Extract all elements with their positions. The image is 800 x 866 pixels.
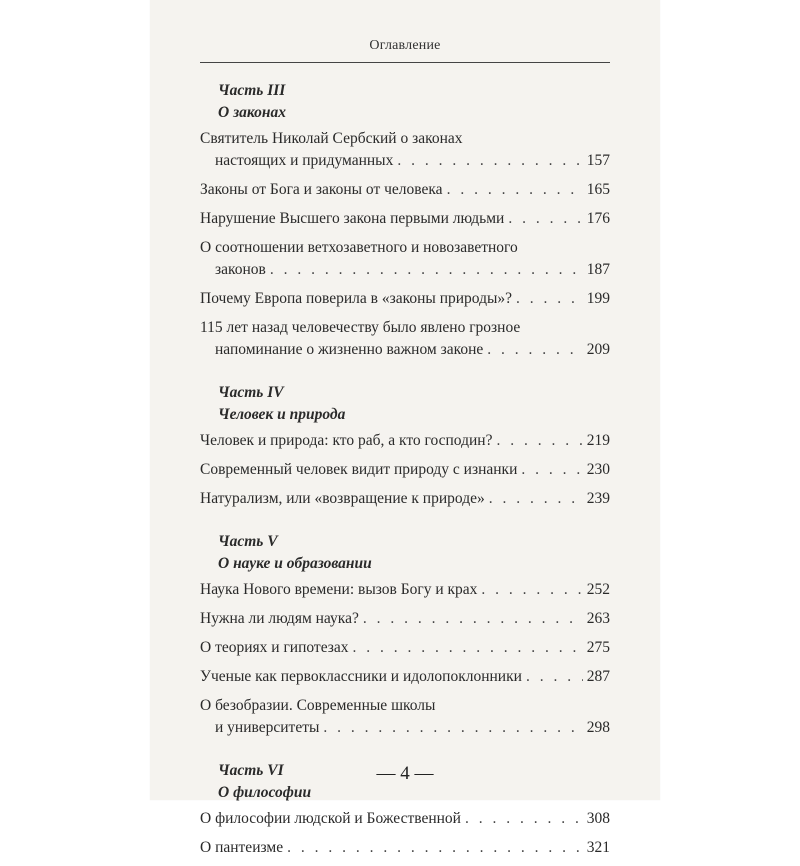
toc-entry-row (200, 637, 610, 659)
toc-entry[interactable] (200, 579, 610, 601)
part-heading (200, 382, 610, 426)
toc-entry-title: Человек и природа: кто раб, а кто господин? (200, 432, 493, 449)
page-number: — 4 — (376, 763, 434, 784)
part-heading (200, 80, 610, 124)
toc-entry[interactable] (200, 837, 610, 859)
toc-page-number: 252 (586, 581, 610, 598)
toc-page-number: 219 (586, 432, 610, 449)
toc-entry[interactable] (200, 637, 610, 659)
toc-entry-row (200, 150, 610, 172)
toc-entry-row (200, 717, 610, 739)
dot-leader (526, 666, 583, 688)
toc-entry-title: законов (215, 261, 266, 278)
toc-entry-title: О философии людской и Божественной (200, 810, 461, 827)
toc-entry-title: Нарушение Высшего закона первыми людьми (200, 210, 505, 227)
toc-entry[interactable] (200, 208, 610, 230)
toc-page-number: 165 (586, 181, 610, 198)
section-gap (200, 746, 610, 760)
toc-page-number: 263 (586, 610, 610, 627)
toc-entry-row (200, 179, 610, 201)
toc-entry-row (200, 837, 610, 859)
toc-entry[interactable] (200, 288, 610, 310)
toc-entry-row (200, 608, 610, 630)
toc-entry-title: О теориях и гипотезах (200, 639, 349, 656)
toc-page-number: 321 (586, 839, 610, 856)
table-of-contents (200, 80, 610, 866)
toc-entry-row (200, 666, 610, 688)
dot-leader (516, 288, 583, 310)
dot-leader (363, 608, 583, 630)
toc-entry[interactable] (200, 666, 610, 688)
dot-leader (323, 717, 582, 739)
part-number: Часть VI (218, 762, 284, 779)
dot-leader (447, 179, 583, 201)
running-head: Оглавление (369, 38, 441, 53)
toc-entry-row (200, 208, 610, 230)
toc-page-number: 298 (586, 719, 610, 736)
header-rule (200, 62, 610, 63)
toc-page-number: 199 (586, 290, 610, 307)
part-title: О законах (218, 104, 286, 121)
toc-page-number: 187 (586, 261, 610, 278)
dot-leader (508, 208, 582, 230)
toc-entry-title: и университеты (215, 719, 320, 736)
dot-leader (496, 430, 582, 452)
toc-entry-title: О пантеизме (200, 839, 284, 856)
part-title: Человек и природа (218, 406, 346, 423)
toc-entry-title: Современный человек видит природу с изнанки (200, 461, 518, 478)
toc-entry[interactable] (200, 179, 610, 201)
toc-page-number: 275 (586, 639, 610, 656)
part-number: Часть III (218, 82, 286, 99)
toc-page-number: 239 (586, 490, 610, 507)
part-title: О науке и образовании (218, 555, 372, 572)
toc-entry-title: Натурализм, или «возвращение к природе» (200, 490, 485, 507)
dot-leader (521, 459, 582, 481)
toc-entry[interactable] (200, 459, 610, 481)
toc-entry-title: Почему Европа поверила в «законы природы»? (200, 290, 513, 307)
toc-entry-line: О соотношении ветхозаветного и новозаветного (200, 239, 518, 256)
section-gap (200, 368, 610, 382)
part-heading (200, 531, 610, 575)
toc-entry-row (200, 288, 610, 310)
toc-entry-line: О безобразии. Современные школы (200, 697, 436, 714)
toc-page-number: 230 (586, 461, 610, 478)
toc-entry[interactable] (200, 608, 610, 630)
toc-entry-line: 115 лет назад человечеству было явлено грозное (200, 319, 521, 336)
toc-entry-title: Наука Нового времени: вызов Богу и крах (200, 581, 478, 598)
toc-entry[interactable] (200, 128, 610, 172)
toc-entry-line: Святитель Николай Сербский о законах (200, 130, 463, 147)
toc-entry-title: настоящих и придуманных (215, 152, 394, 169)
toc-entry[interactable] (200, 237, 610, 281)
toc-page-number: 176 (586, 210, 610, 227)
toc-entry-title: Нужна ли людям наука? (200, 610, 359, 627)
dot-leader (353, 637, 583, 659)
toc-entry-row (200, 808, 610, 830)
toc-entry-title: Ученые как первоклассники и идолопоклонники (200, 668, 522, 685)
dot-leader (465, 808, 583, 830)
toc-page-number: 209 (586, 341, 610, 358)
dot-leader (487, 339, 582, 361)
toc-entry-row (200, 459, 610, 481)
toc-entry-title: Законы от Бога и законы от человека (200, 181, 443, 198)
section-gap (200, 517, 610, 531)
toc-entry-row (200, 259, 610, 281)
toc-page-number: 287 (586, 668, 610, 685)
dot-leader (397, 150, 582, 172)
toc-entry-row (200, 488, 610, 510)
toc-entry[interactable] (200, 317, 610, 361)
dot-leader (481, 579, 582, 601)
toc-entry-title: напоминание о жизненно важном законе (215, 341, 484, 358)
toc-entry-row (200, 579, 610, 601)
dot-leader (270, 259, 583, 281)
toc-entry-row (200, 339, 610, 361)
dot-leader (287, 837, 583, 859)
toc-page-number: 308 (586, 810, 610, 827)
part-title: О философии (218, 784, 312, 801)
toc-page-number: 157 (586, 152, 610, 169)
toc-entry[interactable] (200, 430, 610, 452)
dot-leader (489, 488, 583, 510)
toc-entry[interactable] (200, 488, 610, 510)
toc-entry-row (200, 430, 610, 452)
part-number: Часть IV (218, 384, 284, 401)
part-number: Часть V (218, 533, 278, 550)
toc-entry[interactable] (200, 808, 610, 830)
toc-entry[interactable] (200, 695, 610, 739)
